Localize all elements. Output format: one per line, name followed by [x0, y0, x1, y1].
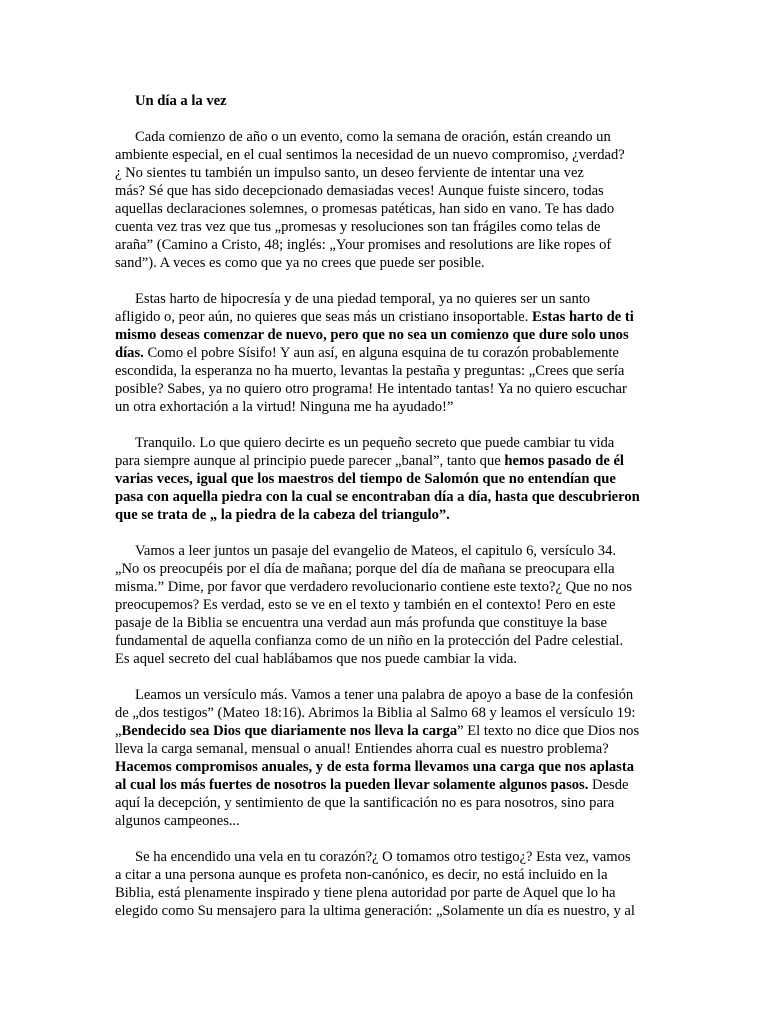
- bold-text: Bendecido sea Dios que diariamente nos lleva la carga: [121, 723, 458, 739]
- body-text: Como el pobre Sísifo! Y aun así, en alguna esquina de tu corazón probablemente escondida, la esperanza no ha muerto, levantas la pestaña y preguntas: „Crees que sería posible? Sabes, ya no quiero otro programa! He intentado tantas! Ya no quiero escuchar un otra exhortación a la virtud! Ninguna me ha ayudado!”: [115, 345, 627, 415]
- body-text: Tranquilo. Lo que quiero decirte es un pequeño secreto que puede cambiar tu vida para siempre aunque al principio puede parecer „banal”, tanto que: [115, 435, 615, 469]
- bold-text: hemos pasado de él varias veces, igual que los maestros del tiempo de Salomón que no entendían que pasa con aquella piedra con la cual se encontraban día a día, hasta que descubrieron que se trata de „ la piedra de la cabeza del triangulo”.: [115, 453, 640, 523]
- document-body: [115, 128, 661, 920]
- paragraph: [115, 434, 661, 524]
- paragraph: [115, 848, 661, 920]
- bold-text: Hacemos compromisos anuales, y de esta forma llevamos una carga que nos aplasta al cual los más fuertes de nosotros la pueden llevar solamente algunos pasos.: [115, 759, 635, 793]
- paragraph: [115, 686, 661, 830]
- document-page: [115, 92, 661, 938]
- body-text: Desde aquí la decepción, y sentimiento de que la santificación no es para nosotros, sino para algunos campeones...: [115, 777, 629, 829]
- body-text: ” El texto no dice que Dios nos lleva la carga semanal, mensual o anual! Entiendes ahorra cual es nuestro problema?: [115, 723, 640, 757]
- body-text: Estas harto de hipocresía y de una piedad temporal, ya no quieres ser un santo afligido o, peor aún, no quieres que seas más un cristiano insoportable.: [115, 291, 591, 325]
- paragraph: [115, 542, 661, 668]
- paragraph: [115, 290, 661, 416]
- paragraph: [115, 128, 661, 272]
- body-text: Cada comienzo de año o un evento, como la semana de oración, están creando un ambiente especial, en el cual sentimos la necesidad de un nuevo compromiso, ¿verdad? ¿ No sientes tu también un impulso santo, un deseo ferviente de intentar una vez más? Sé que has sido decepcionado demasiadas veces! Aunque fuiste sincero, todas aquellas declaraciones solemnes, o promesas patéticas, han sido en vano. Te has dado cuenta vez tras vez que tus „promesas y resoluciones son tan frágiles como telas de araña” (Camino a Cristo, 48; inglés: „Your promises and resolutions are like ropes of sand”). A veces es como que ya no crees que puede ser posible.: [115, 129, 625, 271]
- body-text: Leamos un versículo más. Vamos a tener una palabra de apoyo a base de la confesión de „dos testigos” (Mateo 18:16). Abrimos la Biblia al Salmo 68 y leamos el versículo 19: „: [115, 687, 636, 739]
- body-text: Vamos a leer juntos un pasaje del evangelio de Mateos, el capitulo 6, versículo 34. „No os preocupéis por el día de mañana; porque del día de mañana se preocupara ella misma.” Dime, por favor que verdadero revolucionario contiene este texto?¿ Que no nos preocupemos? Es verdad, esto se ve en el texto y también en el contexto! Pero en este pasaje de la Biblia se encuentra una verdad aun más profunda que constituye la base fundamental de aquella confianza como de un niño en la protección del Padre celestial. Es aquel secreto del cual hablábamos que nos puede cambiar la vida.: [115, 543, 633, 667]
- document-title: Un día a la vez: [135, 93, 227, 109]
- bold-text: Estas harto de ti mismo deseas comenzar de nuevo, pero que no sea un comienzo que dure solo unos días.: [115, 309, 634, 361]
- body-text: Se ha encendido una vela en tu corazón?¿ O tomamos otro testigo¿? Esta vez, vamos a citar a una persona aunque es profeta non-canónico, es decir, no está incluido en la Biblia, está plenamente inspirado y tiene plena autoridad por parte de Aquel que lo ha elegido como Su mensajero para la ultima generación: „Solamente un día es nuestro, y al: [115, 849, 635, 919]
